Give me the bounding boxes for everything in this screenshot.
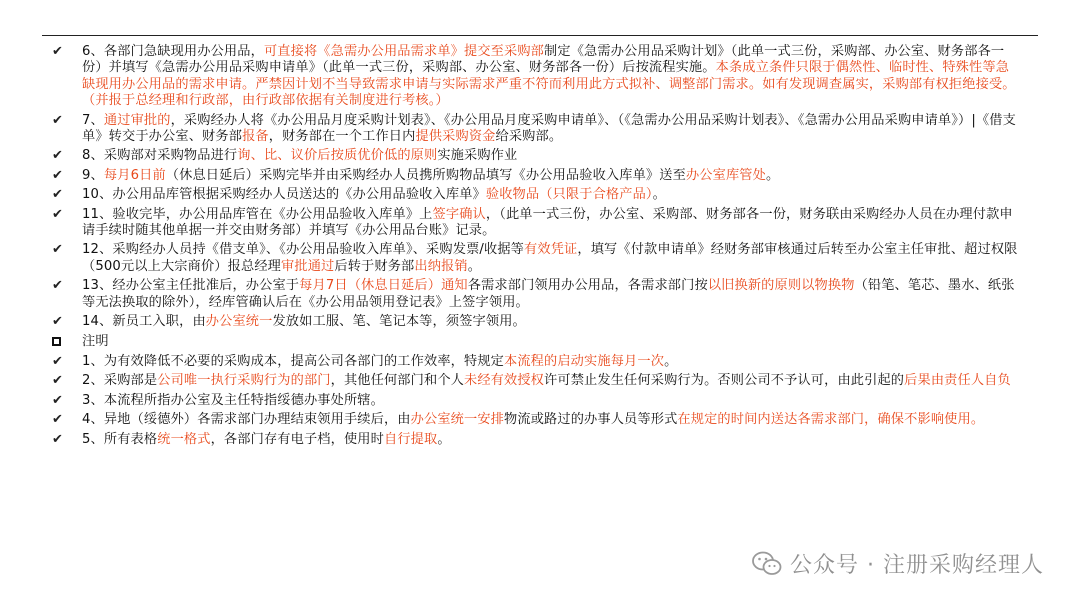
wechat-icon <box>752 551 782 577</box>
body-text: 注明 <box>82 333 109 349</box>
checkmark-icon: ✔ <box>52 112 63 128</box>
checkmark-icon: ✔ <box>52 412 63 428</box>
body-text: 1、为有效降低不必要的采购成本，提高公司各部门的工作效率，特规定 <box>82 353 504 369</box>
watermark-text: 公众号 · 注册采购经理人 <box>790 553 1044 578</box>
highlighted-text: 办公室统一 <box>205 314 273 330</box>
checkmark-icon: ✔ <box>52 44 63 59</box>
square-icon <box>52 337 61 346</box>
checkmark-icon: ✔ <box>52 187 63 203</box>
list-item <box>52 278 1020 311</box>
highlighted-text: 自行提取 <box>383 431 438 447</box>
item-text <box>82 314 1020 330</box>
body-text: 9、 <box>82 167 104 183</box>
list-item <box>52 207 1020 240</box>
list-item <box>52 44 1020 110</box>
note-heading-item <box>52 334 1020 351</box>
item-text <box>82 278 1020 311</box>
body-text: 后转于财务部 <box>334 258 415 274</box>
highlighted-text: 办公室统一安排 <box>410 412 505 428</box>
list-item <box>52 393 1020 409</box>
item-text <box>82 44 1020 110</box>
list-item <box>52 412 1020 428</box>
body-text: ，（此单一式三份，办公室、采购部、财务部各一份，财务联由采购经办人员在办理付款申请手续时随其他单据一并交由财务部）并填写《办公用品台账》记录。 <box>82 206 1013 239</box>
list-item <box>52 314 1020 330</box>
item-text <box>82 207 1020 240</box>
item-text <box>82 432 1020 448</box>
body-text: 3、本流程所指办公室及主任特指绥德办事处所辖。 <box>82 392 384 408</box>
highlighted-text: 签字确认 <box>432 206 486 222</box>
highlighted-text: 本流程的启动实施每月一次 <box>504 353 665 369</box>
body-text: 。 <box>664 353 678 369</box>
list-item <box>52 432 1020 448</box>
body-text: 。 <box>467 258 482 274</box>
body-text: 13、经办公室主任批准后，办公室于 <box>82 278 300 294</box>
highlighted-text: 以旧换新的原则以物换物 <box>707 278 855 294</box>
body-text: 发放如工服、笔、笔记本等，须签字领用。 <box>272 314 526 330</box>
highlighted-text: 后果由责任人自负 <box>904 373 1011 389</box>
highlighted-text: 未经有效授权 <box>464 373 545 389</box>
highlighted-text: 报备 <box>242 129 269 145</box>
body-text: 14、新员工入职，由 <box>82 314 206 330</box>
document-body <box>52 44 1020 451</box>
item-text <box>82 412 1020 428</box>
checkmark-icon: ✔ <box>52 373 63 389</box>
highlighted-text: 在规定的时间内送达各需求部门，确保不影响使用。 <box>677 412 985 428</box>
checkmark-icon: ✔ <box>52 431 63 447</box>
item-text <box>82 393 1020 409</box>
list-item <box>52 148 1020 164</box>
list-item <box>52 113 1020 146</box>
square-bullet-icon <box>52 334 82 351</box>
checkmark-icon: ✔ <box>52 392 63 408</box>
checkmark-icon: ✔ <box>52 206 63 222</box>
body-text: 6、各部门急缺现用办公用品， <box>82 44 264 59</box>
list-item <box>52 187 1020 203</box>
highlighted-text: 出纳报销 <box>414 258 468 274</box>
item-text <box>82 373 1020 389</box>
body-text: 8、采购部对采购物品进行 <box>82 148 238 164</box>
highlighted-text: 公司唯一执行采购行为的部门 <box>157 373 331 389</box>
item-text <box>82 187 1020 203</box>
body-text: ，采购经办人将《办公用品月度采购计划表》、《办公用品月度采购申请单》、（《急需办公用品采购计划表》、《急需办公用品采购申请单》）|《借支单》转交于办公室、财务部 <box>82 112 1016 145</box>
body-text: （休息日延后）采购完毕并由采购经办人员携所购物品填写《办公用品验收入库单》送至 <box>165 167 686 183</box>
body-text: 物流或路过的办事人员等形式 <box>504 412 678 428</box>
list-item <box>52 168 1020 184</box>
watermark <box>752 548 1044 579</box>
body-text: ，各部门存有电子档，使用时 <box>210 431 384 447</box>
highlighted-text: 可直接将《急需办公用品需求单》提交至采购部 <box>263 44 545 59</box>
item-text <box>82 113 1020 146</box>
body-text: ，其他任何部门和个人 <box>330 373 464 389</box>
list-item <box>52 354 1020 370</box>
highlighted-text: 审批通过 <box>281 258 335 274</box>
list-item <box>52 242 1020 275</box>
checkmark-icon: ✔ <box>52 353 63 369</box>
body-text: 实施采购作业 <box>437 148 518 164</box>
highlighted-text: 办公室库管处 <box>685 167 766 183</box>
body-text: 制定《急需办公用品采购计划》（此单一式三份，采购部、办公室、财务部各一份）并填写《急需办公用品采购申请单》（此单一式三份，采购部、办公室、财务部各一份）后按流程实施。 <box>82 44 1005 76</box>
list-item <box>52 373 1020 389</box>
body-text: （铅笔、笔芯、墨水、纸张等无法换取的除外），经库管确认后在《办公用品领用登记表》上签字领用。 <box>82 278 1015 310</box>
body-text: 给采购部。 <box>495 129 563 145</box>
item-text <box>82 168 1020 184</box>
checkmark-icon: ✔ <box>52 242 63 258</box>
highlighted-text: 通过审批的 <box>103 112 171 128</box>
checkmark-icon: ✔ <box>52 148 63 164</box>
highlighted-text: 本条成立条件只限于偶然性、临时性、特殊性等急缺现用办公用品的需求申请。严禁因计划不当导致需求申请与实际需求严重不符而利用此方式拟补、调整部门需求。如有发现调查属实，采购部有权拒绝接受。（并报于总经理和行政部，由行政部依据有关制度进行考核。） <box>82 60 1016 109</box>
highlighted-text: 有效凭证 <box>524 242 578 258</box>
body-text: 。 <box>765 167 780 183</box>
body-text: 。 <box>652 187 667 203</box>
highlighted-text: 验收物品（只限于合格产品） <box>485 187 653 203</box>
body-text: 各需求部门领用办公用品，各需求部门按 <box>467 278 708 294</box>
checkmark-icon: ✔ <box>52 314 63 330</box>
body-text: 2、采购部是 <box>82 373 158 389</box>
highlighted-text: 统一格式 <box>157 431 211 447</box>
body-text: 10、办公用品库管根据采购经办人员送达的《办公用品验收入库单》 <box>82 187 486 203</box>
item-text <box>82 354 1020 370</box>
body-text: 7、 <box>82 112 104 128</box>
body-text: ，财务部在一个工作日内 <box>268 129 416 145</box>
top-divider-line <box>42 35 1038 36</box>
item-text <box>82 242 1020 275</box>
body-text: 4、异地（绥德外）各需求部门办理结束领用手续后，由 <box>82 412 411 428</box>
body-text: 。 <box>437 431 451 447</box>
body-text: ，填写《付款申请单》经财务部审核通过后转至办公室主任审批、超过权限（500元以上大宗商价）报总经理 <box>82 242 1018 274</box>
body-text: 许可禁止发生任何采购行为。否则公司不予认可，由此引起的 <box>544 373 905 389</box>
item-text <box>82 334 1020 350</box>
checkmark-icon: ✔ <box>52 278 63 294</box>
body-text: 11、验收完毕，办公用品库管在《办公用品验收入库单》上 <box>82 206 433 222</box>
highlighted-text: 每月7日（休息日延后）通知 <box>299 278 468 294</box>
highlighted-text: 询、比、议价后按质优价低的原则 <box>237 148 438 164</box>
body-text: 12、采购经办人员持《借支单》、《办公用品验收入库单》、采购发票/收据等 <box>82 242 525 258</box>
item-text <box>82 148 1020 164</box>
highlighted-text: 每月6日前 <box>103 167 166 183</box>
body-text: 5、所有表格 <box>82 431 158 447</box>
checkmark-icon: ✔ <box>52 167 63 183</box>
highlighted-text: 提供采购资金 <box>415 129 496 145</box>
